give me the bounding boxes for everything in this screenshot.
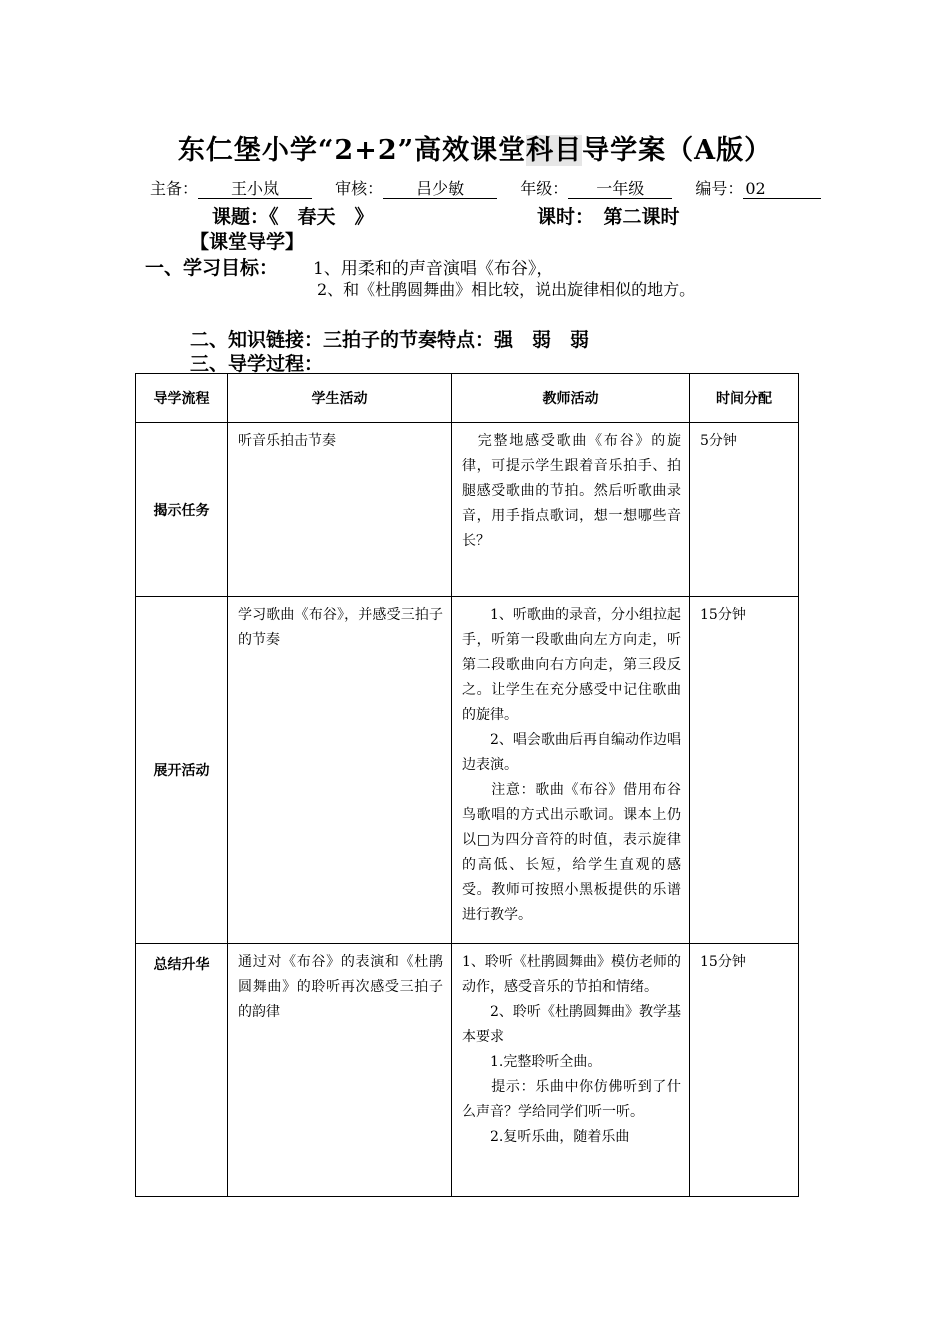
goal-item-1: 1、用柔和的声音演唱《布谷》， (313, 259, 554, 279)
stage-cell: 总结升华 (136, 944, 228, 1197)
teacher-text: 2.复听乐曲，随着乐曲 (462, 1129, 630, 1145)
time-cell (690, 597, 799, 944)
grade-label: 年级： (520, 179, 569, 198)
teacher-cell (452, 423, 690, 597)
teacher-text: 提示：乐曲中你仿佛听到了什么声音？学给同学们听一听。 (462, 1079, 681, 1120)
teacher-text: 1.完整聆听全曲。 (462, 1054, 602, 1070)
student-text: 学习歌曲《布谷》，并感受三拍子的节奏 (238, 607, 443, 648)
header-time: 时间分配 (690, 374, 799, 423)
time-cell (690, 944, 799, 1197)
meta-line (150, 176, 821, 199)
stage-cell: 揭示任务 (136, 423, 228, 597)
title-suffix: 导学案（A版） (582, 135, 773, 166)
time-text: 15分钟 (700, 954, 746, 970)
lesson-topic: 课题：《 春天 》 (212, 206, 374, 228)
student-cell (228, 944, 452, 1197)
time-text: 5分钟 (700, 433, 737, 449)
student-cell (228, 423, 452, 597)
teacher-text: 1、听歌曲的录音，分小组拉起手，听第一段歌曲向左方向走，听第二段歌曲向右方向走，第三段反之。让学生在充分感受中记住歌曲的旋律。 (462, 607, 681, 723)
teacher-text: 1、聆听《杜鹃圆舞曲》模仿老师的动作，感受音乐的节拍和情绪。 (462, 954, 681, 995)
teacher-text: 2、唱会歌曲后再自编动作边唱边表演。 (462, 732, 681, 773)
teacher-text: 完整地感受歌曲《布谷》的旋律，可提示学生跟着音乐拍手、拍腿感受歌曲的节拍。然后听歌曲录音，用手指点歌词，想一想哪些音长？ (462, 433, 681, 549)
title-prefix: 东仁堡小学“2+2”高效课堂 (177, 135, 527, 166)
number-value: 02 (743, 180, 821, 199)
teacher-cell (452, 944, 690, 1197)
student-text: 通过对《布谷》的表演和《杜鹃圆舞曲》的聆听再次感受三拍子的韵律 (238, 954, 443, 1020)
teacher-cell (452, 597, 690, 944)
number-label: 编号： (695, 179, 744, 198)
preparer-value: 王小岚 (198, 180, 312, 199)
header-stage: 导学流程 (136, 374, 228, 423)
table-row (136, 423, 799, 597)
table-row (136, 944, 799, 1197)
reviewer-value: 吕少敏 (383, 180, 497, 199)
guide-process-table (135, 373, 799, 1197)
table-header-row (136, 374, 799, 423)
process-heading: 三、导学过程： (190, 353, 324, 375)
teacher-text: 注意：歌曲《布谷》借用布谷鸟歌唱的方式出示歌词。课本上仍以□为四分音符的时值，表示旋律的高低、长短，给学生直观的感受。教师可按照小黑板提供的乐谱进行教学。 (462, 782, 681, 923)
title-highlight: 科目 (526, 135, 583, 166)
preparer-label: 主备： (150, 179, 199, 198)
goal-item-2: 2、和《杜鹃圆舞曲》相比较，说出旋律相似的地方。 (317, 280, 696, 299)
time-text: 15分钟 (700, 607, 746, 623)
knowledge-link: 二、知识链接：三拍子的节奏特点：强 弱 弱 (190, 329, 590, 351)
time-cell (690, 423, 799, 597)
table-row (136, 597, 799, 944)
lesson-period: 课时： 第二课时 (537, 206, 680, 228)
student-cell (228, 597, 452, 944)
stage-cell: 展开活动 (136, 597, 228, 944)
document-title (0, 128, 950, 167)
reviewer-label: 审核： (335, 179, 384, 198)
goals-heading: 一、学习目标： (145, 257, 279, 279)
section-guide-heading: 【课堂导学】 (190, 231, 305, 253)
header-teacher: 教师活动 (452, 374, 690, 423)
header-student: 学生活动 (228, 374, 452, 423)
teacher-text: 2、聆听《杜鹃圆舞曲》教学基本要求 (462, 1004, 681, 1045)
student-text: 听音乐拍击节奏 (238, 433, 336, 449)
grade-value: 一年级 (568, 180, 672, 199)
